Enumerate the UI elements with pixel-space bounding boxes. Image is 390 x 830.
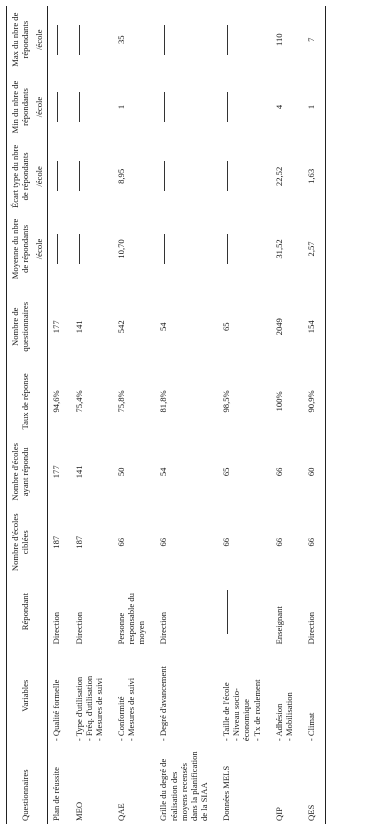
cell-repondu: 65 [221,467,232,477]
cell-taux: 94,6% [51,390,62,413]
cell-taux: 100% [273,391,284,412]
cell-repondu: 141 [73,465,84,479]
cell-min [48,73,71,140]
empty-dash [57,92,58,122]
cell-moyenne: 31,52 [273,239,284,259]
cell-variables [155,647,218,744]
cell-min [155,73,218,140]
cell-variables [218,647,271,744]
empty-dash [57,161,58,191]
cell-repondant: Direction [303,576,326,647]
variable-item: - Tx de roulement [251,679,262,742]
table-row [48,6,71,824]
cell-nb_q: 2049 [273,318,284,336]
unit-cell-empty [34,368,48,435]
cell-taux: 98,5% [221,390,232,413]
variables-list [74,650,104,741]
variable-item: - Mobilisation [283,692,294,742]
cell-ecart: 1,63 [303,141,326,212]
cell-repondant: Enseignant [273,606,284,645]
cell-ciblees: 66 [115,537,126,547]
cell-ciblees: 187 [51,535,62,549]
variable-item: - Climat [305,712,316,742]
cell-questionnaire: Plan de réussite [51,767,62,821]
cell-moyenne [71,212,113,286]
cell-moyenne [155,212,218,286]
cell-ciblees: 66 [221,537,232,547]
header-nb-questionnaires: Nombre de questionnaires [7,286,35,368]
variable-item: - Mesures de suivi [93,677,104,742]
table-row [113,6,155,824]
empty-dash [227,234,228,264]
cell-variables [48,647,71,744]
header-nb-ecoles-repondu: Nombre d'écoles ayant répondu [7,435,35,509]
cell-repondu: 60 [303,435,326,509]
cell-repondant: Direction [51,611,62,645]
cell-min [218,73,271,140]
variable-item: - Adhésion [273,703,284,742]
cell-questionnaire: QES [303,744,326,824]
cell-repondu: 66 [273,467,284,477]
cell-ecart [48,141,71,212]
cell-min [71,73,113,140]
variables-list [306,650,316,741]
header-questionnaires: Questionnaires [7,744,35,824]
table-body [48,6,326,824]
cell-max [71,6,113,73]
empty-dash [164,161,165,191]
empty-dash [79,92,80,122]
cell-ciblees: 66 [303,509,326,576]
variables-list [221,650,262,741]
cell-taux: 75,8% [115,390,126,413]
unit-cell-empty [34,286,48,368]
cell-repondu: 54 [158,467,169,477]
empty-dash [79,161,80,191]
cell-variables [271,647,303,744]
variable-item: - Mesures de suivi [126,677,137,742]
variable-item: - Taille de l'école [221,682,232,742]
unit-cell-empty [34,509,48,576]
cell-max: 7 [303,6,326,73]
empty-dash [164,92,165,122]
table-row [218,6,271,824]
cell-repondant: Direction [158,611,169,645]
unit-cell-empty [34,435,48,509]
header-ecart-type: Écart type du nbre de répondants [7,141,35,212]
header-max: Max du nbre de répondants [7,6,35,73]
empty-dash [57,25,58,55]
cell-questionnaire: Données MELS [221,765,232,821]
cell-max: 35 [115,35,126,44]
header-variables: Variables [7,647,35,744]
empty-dash [227,161,228,191]
header-nb-ecoles-ciblees: Nombre d'écoles ciblées [7,509,35,576]
variable-item: - Fréq. d'utilisation [83,675,94,742]
cell-repondu: 50 [115,467,126,477]
cell-moyenne [48,212,71,286]
cell-nb_q: 177 [51,320,62,334]
cell-repondant: Personne responsable du moyen [115,593,147,645]
unit-moyenne: /école [34,212,48,286]
header-taux-reponse: Taux de réponse [7,368,35,435]
variables-list [116,650,136,741]
cell-ecart [71,141,113,212]
cell-ecart: 8,95 [115,168,126,184]
unit-cell-empty [34,576,48,647]
unit-max: /école [34,6,48,73]
cell-nb_q: 154 [303,286,326,368]
variable-item: - Conformité [115,696,126,742]
cell-variables [71,647,113,744]
variables-list [158,650,168,741]
empty-dash [57,234,58,264]
table-header-row [7,6,35,824]
survey-response-table [6,6,326,824]
variables-list [51,650,61,741]
cell-nb_q: 65 [221,322,232,332]
cell-ecart: 22,52 [273,166,284,187]
cell-questionnaire: QIP [273,807,284,821]
cell-max [218,6,271,73]
cell-max [48,6,71,73]
table-row [303,6,326,824]
empty-dash [164,234,165,264]
cell-variables [303,647,326,744]
cell-repondu: 177 [51,465,62,479]
empty-dash [227,92,228,122]
cell-moyenne: 2,57 [303,212,326,286]
cell-questionnaire: QAE [115,803,126,821]
cell-max [155,6,218,73]
cell-nb_q: 141 [73,320,84,334]
cell-ecart [218,141,271,212]
empty-dash [79,25,80,55]
table-row [71,6,113,824]
cell-ciblees: 187 [73,535,84,549]
unit-cell-empty [34,647,48,744]
empty-dash [227,590,228,634]
cell-ciblees: 66 [158,537,169,547]
unit-min: /école [34,73,48,140]
cell-moyenne [218,212,271,286]
unit-cell-empty [34,744,48,824]
cell-min: 1 [303,73,326,140]
empty-dash [227,25,228,55]
cell-nb_q: 54 [158,322,169,332]
cell-taux: 75,4% [73,390,84,413]
cell-moyenne: 10,70 [115,239,126,259]
header-moyenne: Moyenne du nbre de répondants [7,212,35,286]
table-row [271,6,303,824]
cell-taux: 90,9% [303,368,326,435]
cell-questionnaire: Grille du degré de réalisation des moyens recensés dans la planification de la SIAA [158,751,209,821]
variable-item: - Qualité formelle [51,679,62,742]
empty-dash [164,25,165,55]
table-row [155,6,218,824]
cell-min: 4 [273,104,284,110]
variable-item: - Niveau socio-économique [231,688,252,742]
header-min: Min du nbre de répondants [7,73,35,140]
variable-item: - Type d'utilisation [73,676,84,742]
cell-repondant [218,576,271,647]
cell-repondant: Direction [73,611,84,645]
cell-variables [113,647,155,744]
cell-ciblees: 66 [273,537,284,547]
header-repondant: Répondant [7,576,35,647]
cell-ecart [155,141,218,212]
cell-max: 110 [273,33,284,46]
cell-min: 1 [115,104,126,110]
empty-dash [79,234,80,264]
unit-ecart-type: /école [34,141,48,212]
cell-questionnaire: MEO [73,801,84,821]
table-unit-row [34,6,48,824]
variables-list [274,650,294,741]
cell-nb_q: 542 [115,320,126,334]
cell-taux: 81,8% [158,390,169,413]
variable-item: - Degré d'avancement [158,666,169,742]
